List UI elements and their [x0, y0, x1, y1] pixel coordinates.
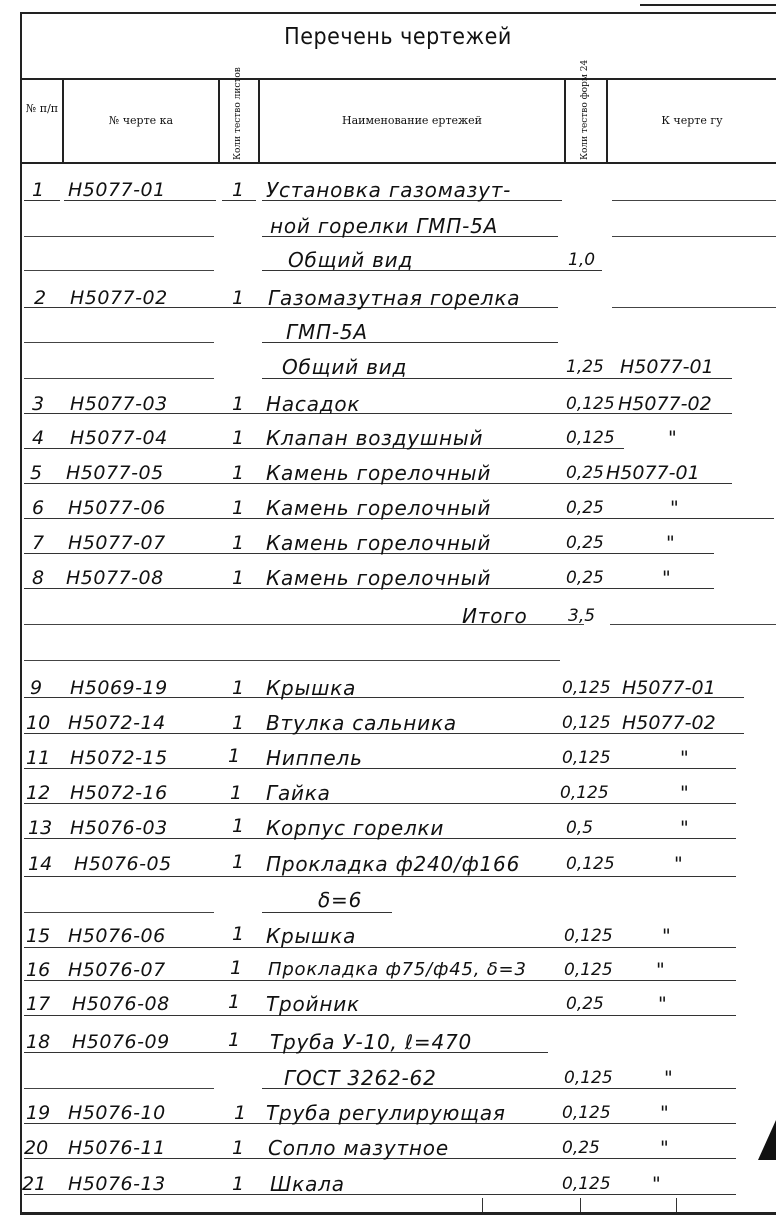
row-formats: 0,25 — [566, 994, 604, 1014]
row-sheets: 1 — [232, 393, 245, 415]
row-number: 20 — [24, 1137, 49, 1159]
row-number: 10 — [26, 712, 51, 734]
row-formats: 0,25 — [566, 463, 604, 483]
row-formats: 0,125 — [566, 854, 615, 874]
row-formats: 0,125 — [560, 783, 609, 803]
row-number: 15 — [26, 925, 51, 947]
row-drawing-code: Н5076-13 — [68, 1173, 166, 1195]
row-formats: 0,25 — [566, 568, 604, 588]
row-reference: " — [666, 532, 675, 554]
row-sheets: 1 — [232, 815, 245, 837]
row-reference: " — [662, 925, 671, 947]
row-number: 5 — [30, 462, 43, 484]
row-number: 1 — [32, 179, 45, 201]
row-drawing-code: Н5072-16 — [70, 782, 168, 804]
row-reference: Н5077-01 — [620, 356, 714, 378]
header-num: № п/п — [25, 102, 59, 115]
row-line — [610, 624, 776, 625]
row-name: Корпус горелки — [266, 816, 445, 840]
header-sheets-count: Коли тество листов — [233, 67, 243, 160]
row-name: Труба регулирующая — [266, 1101, 506, 1125]
row-name: Труба У-10, ℓ=470 — [270, 1030, 473, 1054]
row-sheets: 1 — [234, 1102, 247, 1124]
frame-top-border — [20, 12, 776, 14]
title-block-tick — [482, 1198, 483, 1212]
header-divider-2 — [218, 80, 220, 162]
row-sheets: 1 — [232, 497, 245, 519]
row-number: 12 — [26, 782, 51, 804]
row-name: ГМП-5А — [286, 320, 368, 344]
row-number: 17 — [26, 993, 51, 1015]
row-name: Насадок — [266, 392, 361, 416]
row-number: 19 — [26, 1102, 51, 1124]
row-reference: Н5077-02 — [618, 393, 712, 415]
row-formats: 0,125 — [564, 926, 613, 946]
row-sheets: 1 — [232, 1173, 245, 1195]
title-block-tick — [676, 1198, 677, 1212]
row-formats: 0,125 — [562, 713, 611, 733]
row-sheets: 1 — [232, 851, 245, 873]
row-line — [24, 660, 560, 661]
row-line — [24, 876, 736, 877]
row-formats: 0,25 — [566, 498, 604, 518]
row-formats: 0,125 — [562, 678, 611, 698]
row-reference: " — [680, 817, 689, 839]
header-divider-4 — [564, 80, 566, 162]
row-name: Клапан воздушный — [266, 426, 484, 450]
row-reference: " — [660, 1137, 669, 1159]
row-line — [24, 378, 214, 379]
row-drawing-code: Н5076-03 — [70, 817, 168, 839]
row-drawing-code: Н5076-07 — [68, 959, 166, 981]
row-name: Камень горелочный — [266, 531, 492, 555]
row-name: Прокладка ф240/ф166 — [266, 852, 521, 876]
row-formats: 3,5 — [568, 606, 596, 626]
row-number: 16 — [26, 959, 51, 981]
row-drawing-code: Н5069-19 — [70, 677, 168, 699]
row-reference: Н5077-02 — [622, 712, 716, 734]
row-sheets: 1 — [228, 1029, 241, 1051]
row-reference: " — [656, 959, 665, 981]
row-sheets: 1 — [232, 179, 245, 201]
row-sheets: 1 — [232, 923, 245, 945]
row-number: 2 — [34, 287, 47, 309]
row-reference: " — [680, 782, 689, 804]
row-line — [612, 200, 776, 201]
row-number: 4 — [32, 427, 45, 449]
row-name: Сопло мазутное — [268, 1136, 449, 1160]
title-block-tick — [580, 1198, 581, 1212]
row-line — [24, 1088, 214, 1089]
row-drawing-code: Н5076-08 — [72, 993, 170, 1015]
row-name: Камень горелочный — [266, 566, 492, 590]
margin-ink-mark — [758, 1120, 776, 1160]
row-name: Ниппель — [266, 746, 363, 770]
row-formats: 0,125 — [562, 748, 611, 768]
header-to-drawing: К черте гу — [661, 114, 723, 127]
header-drawing-name: Наименование ертежей — [341, 114, 483, 127]
row-drawing-code: Н5077-04 — [70, 427, 168, 449]
row-name: Тройник — [266, 992, 360, 1016]
row-reference: Н5077-01 — [606, 462, 700, 484]
row-name: Крышка — [266, 924, 357, 948]
header-top-rule — [20, 78, 776, 80]
row-number: 9 — [30, 677, 43, 699]
row-formats: 0,125 — [564, 960, 613, 980]
header-formats-count: Коли тество форм 24 — [580, 59, 590, 160]
row-reference: " — [662, 567, 671, 589]
row-sheets: 1 — [228, 991, 241, 1013]
row-number: 11 — [26, 747, 51, 769]
row-name: Общий вид — [282, 355, 408, 379]
row-formats: 0,5 — [566, 818, 594, 838]
row-name: Общий вид — [288, 248, 414, 272]
row-reference: " — [658, 993, 667, 1015]
row-sheets: 1 — [232, 462, 245, 484]
row-line — [262, 912, 392, 913]
row-name: Камень горелочный — [266, 461, 492, 485]
row-sheets: 1 — [232, 712, 245, 734]
row-drawing-code: Н5072-14 — [68, 712, 166, 734]
row-line — [612, 236, 776, 237]
header-bottom-rule — [20, 162, 776, 164]
row-sheets: 1 — [230, 782, 243, 804]
row-name: Гайка — [266, 781, 331, 805]
row-reference: " — [680, 747, 689, 769]
row-name: Прокладка ф75/ф45, δ=3 — [268, 959, 527, 980]
row-sheets: 1 — [232, 567, 245, 589]
row-reference: " — [652, 1173, 661, 1195]
row-reference: " — [664, 1067, 673, 1089]
row-line — [24, 270, 214, 271]
row-drawing-code: Н5077-05 — [66, 462, 164, 484]
row-number: 8 — [32, 567, 45, 589]
row-number: 7 — [32, 532, 45, 554]
row-reference: Н5077-01 — [622, 677, 716, 699]
row-sheets: 1 — [228, 745, 241, 767]
row-number: 14 — [28, 853, 53, 875]
row-line — [24, 236, 214, 237]
row-drawing-code: Н5076-09 — [72, 1031, 170, 1053]
row-line — [612, 307, 776, 308]
row-reference: " — [668, 427, 677, 449]
row-formats: 0,125 — [566, 394, 615, 414]
row-name: Итого — [462, 604, 528, 628]
row-number: 21 — [22, 1173, 47, 1195]
row-drawing-code: Н5077-02 — [70, 287, 168, 309]
row-sheets: 1 — [230, 957, 243, 979]
row-name: Камень горелочный — [266, 496, 492, 520]
row-name: Втулка сальника — [266, 711, 457, 735]
row-sheets: 1 — [232, 677, 245, 699]
row-drawing-code: Н5076-06 — [68, 925, 166, 947]
row-reference: " — [660, 1102, 669, 1124]
row-formats: 0,125 — [564, 1068, 613, 1088]
row-number: 3 — [32, 393, 45, 415]
row-name: Крышка — [266, 676, 357, 700]
row-reference: " — [670, 497, 679, 519]
row-name: Газомазутная горелка — [268, 286, 521, 310]
frame-top-border-stub — [640, 4, 776, 6]
row-formats: 0,125 — [562, 1174, 611, 1194]
row-drawing-code: Н5076-05 — [74, 853, 172, 875]
row-formats: 0,125 — [566, 428, 615, 448]
row-formats: 0,25 — [562, 1138, 600, 1158]
row-name: ной горелки ГМП-5А — [270, 214, 499, 238]
row-name: Шкала — [270, 1172, 345, 1196]
row-sheets: 1 — [232, 532, 245, 554]
row-drawing-code: Н5077-07 — [68, 532, 166, 554]
row-name: δ=6 — [318, 888, 363, 912]
row-formats: 1,25 — [566, 357, 604, 377]
page-title: Перечень чертежей — [284, 24, 512, 50]
row-number: 13 — [28, 817, 53, 839]
row-line — [24, 912, 214, 913]
row-line — [24, 342, 214, 343]
row-drawing-code: Н5077-06 — [68, 497, 166, 519]
row-drawing-code: Н5076-10 — [68, 1102, 166, 1124]
frame-bottom-border — [20, 1212, 776, 1215]
row-formats: 0,125 — [562, 1103, 611, 1123]
row-formats: 0,25 — [566, 533, 604, 553]
row-sheets: 1 — [232, 427, 245, 449]
header-drawing-number: № черте ка — [108, 114, 174, 127]
row-drawing-code: Н5072-15 — [70, 747, 168, 769]
row-number: 6 — [32, 497, 45, 519]
row-drawing-code: Н5077-01 — [68, 179, 166, 201]
row-name: ГОСТ 3262-62 — [284, 1066, 437, 1090]
row-drawing-code: Н5076-11 — [68, 1137, 166, 1159]
row-formats: 1,0 — [568, 250, 596, 270]
row-drawing-code: Н5077-08 — [66, 567, 164, 589]
row-number: 18 — [26, 1031, 51, 1053]
row-reference: " — [674, 853, 683, 875]
frame-left-border — [20, 12, 22, 1212]
row-drawing-code: Н5077-03 — [70, 393, 168, 415]
row-sheets: 1 — [232, 1137, 245, 1159]
row-name: Установка газомазут- — [266, 178, 512, 202]
row-sheets: 1 — [232, 287, 245, 309]
